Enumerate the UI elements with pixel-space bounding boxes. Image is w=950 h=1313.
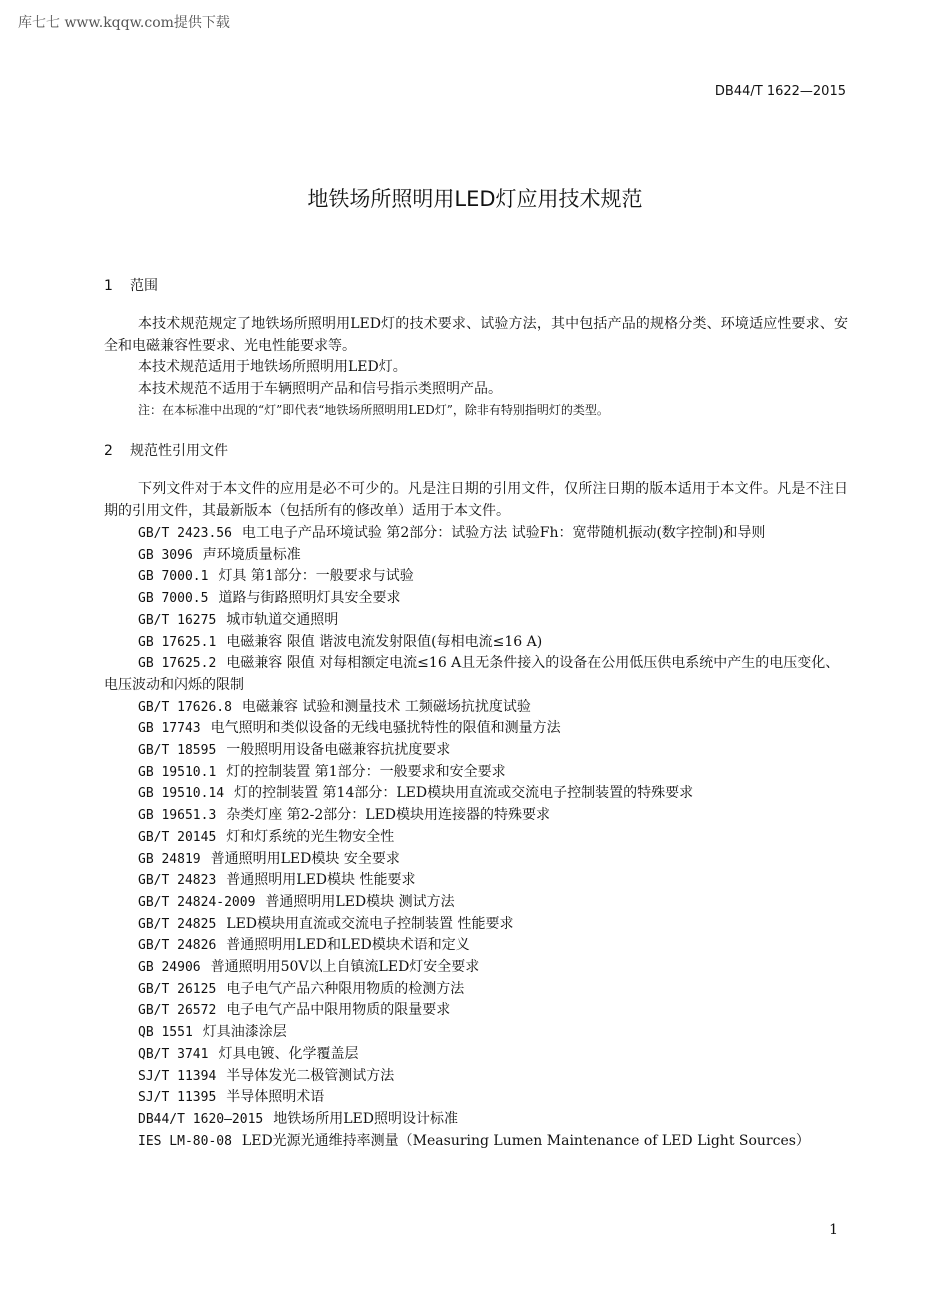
reference-item [104,1087,848,1109]
reference-code: GB 19510.14 [138,786,225,802]
reference-title: 普通照明用LED模块 性能要求 [226,872,416,889]
reference-code: GB/T 24826 [138,938,217,954]
reference-item [104,740,848,762]
reference-code: IES LM-80-08 [138,1133,232,1149]
reference-code: SJ/T 11394 [138,1068,217,1084]
reference-item [104,957,848,979]
reference-item [104,1000,848,1022]
section-title: 范围 [130,278,158,294]
paragraph: 本技术规范适用于地铁场所照明用LED灯。 [138,359,407,375]
reference-title: 半导体发光二极管测试方法 [226,1067,395,1084]
reference-code: GB 17625.2 [138,656,217,672]
reference-code: GB/T 26125 [138,981,217,997]
reference-code: GB 3096 [138,547,193,563]
reference-item [104,762,848,784]
reference-item [104,632,848,654]
reference-code: DB44/T 1620—2015 [138,1111,264,1127]
reference-title: 声环境质量标准 [202,546,301,563]
reference-item [104,935,848,957]
section-2-heading [104,440,228,460]
reference-code: GB 24906 [138,960,201,976]
reference-title: 灯和灯系统的光生物安全性 [226,828,395,845]
reference-item [104,610,848,632]
reference-title: 半导体照明术语 [226,1089,325,1106]
reference-title: 普通照明用LED模块 安全要求 [210,850,400,867]
reference-title: 电子电气产品六种限用物质的检测方法 [226,980,465,997]
reference-title: 灯具油漆涂层 [202,1024,287,1041]
reference-item [104,805,848,827]
reference-item [104,566,848,588]
reference-item [104,892,848,914]
reference-code: SJ/T 11395 [138,1090,217,1106]
reference-code: GB/T 16275 [138,612,217,628]
page-number: 1 [829,1222,838,1238]
reference-item [104,718,848,740]
standard-code: DB44/T 1622—2015 [714,84,846,99]
reference-title: 电工电子产品环境试验 第2部分：试验方法 试验Fh：宽带随机振动(数字控制)和导则 [241,525,766,541]
reference-list [104,523,848,1152]
reference-title: 电气照明和类似设备的无线电骚扰特性的限值和测量方法 [210,720,561,737]
reference-title: 电磁兼容 限值 谐波电流发射限值(每相电流≤16 A) [226,633,543,650]
reference-title: 电子电气产品中限用物质的限量要求 [226,1002,451,1019]
reference-title: 普通照明用50V以上自镇流LED灯安全要求 [210,959,480,976]
paragraph: 本技术规范不适用于车辆照明产品和信号指示类照明产品。 [138,380,502,397]
reference-item [104,523,848,545]
section-number: 2 [104,443,113,459]
reference-item [104,588,848,610]
reference-code: QB/T 3741 [138,1046,209,1062]
reference-title: LED模块用直流或交流电子控制装置 性能要求 [226,915,514,932]
section-title: 规范性引用文件 [130,443,228,459]
reference-item [104,827,848,849]
reference-item [104,697,848,719]
reference-item [104,849,848,871]
reference-item [104,979,848,1001]
reference-code: GB/T 24825 [138,916,217,932]
reference-code: GB 24819 [138,851,201,867]
reference-code: GB/T 24823 [138,873,217,889]
reference-item [104,783,848,805]
reference-title: 灯具电镀、化学覆盖层 [218,1045,359,1062]
reference-code: GB 7000.5 [138,591,209,607]
reference-code: GB 17743 [138,721,201,737]
reference-title: 灯的控制装置 第1部分：一般要求和安全要求 [226,763,506,780]
reference-item [104,653,848,696]
reference-code: QB 1551 [138,1025,193,1041]
note: 注：在本标准中出现的“灯”即代表“地铁场所照明用LED灯”，除非有特别指明灯的类型。 [138,403,609,417]
reference-title: 城市轨道交通照明 [226,611,339,628]
reference-code: GB/T 20145 [138,829,217,845]
reference-item [104,545,848,567]
reference-title: 电磁兼容 限值 对每相额定电流≤16 A且无条件接入的设备在公用低压供电系统中产生的电压变化、电压波动和闪烁的限制 [104,655,840,693]
reference-title: 杂类灯座 第2-2部分：LED模块用连接器的特殊要求 [226,807,551,824]
reference-title: 道路与街路照明灯具安全要求 [218,590,401,607]
paragraph: 本技术规范规定了地铁场所照明用LED灯的技术要求、试验方法，其中包括产品的规格分类、环境适应性要求、安全和电磁兼容性要求、光电性能要求等。 [104,316,848,354]
reference-code: GB 7000.1 [138,569,209,585]
reference-item [104,1022,848,1044]
reference-code: GB 19510.1 [138,764,217,780]
reference-code: GB/T 17626.8 [138,699,232,715]
reference-title: 普通照明用LED模块 测试方法 [265,893,455,910]
reference-code: GB/T 18595 [138,743,217,759]
reference-title: 地铁场所用LED照明设计标准 [273,1110,458,1127]
reference-code: GB/T 26572 [138,1003,217,1019]
section-number: 1 [104,278,113,294]
reference-item [104,1131,848,1153]
reference-title: LED光源光通维持率测量（Measuring Lumen Maintenance of LED Light Sources） [241,1132,810,1149]
reference-title: 灯的控制装置 第14部分：LED模块用直流或交流电子控制装置的特殊要求 [234,785,694,802]
reference-code: GB 19651.3 [138,808,217,824]
section-1-heading [104,275,158,295]
reference-item [104,1109,848,1131]
document-title: 地铁场所照明用LED灯应用技术规范 [307,187,643,211]
section-1-body [104,314,848,422]
reference-item [104,870,848,892]
reference-title: 一般照明用设备电磁兼容抗扰度要求 [226,742,451,759]
watermark: 库七七 www.kqqw.com提供下载 [18,15,230,31]
reference-title: 电磁兼容 试验和测量技术 工频磁场抗扰度试验 [241,698,531,715]
reference-item [104,1044,848,1066]
section-2-intro: 下列文件对于本文件的应用是必不可少的。凡是注日期的引用文件，仅所注日期的版本适用于本文件。凡是不注日期的引用文件，其最新版本（包括所有的修改单）适用于本文件。 [104,481,848,519]
reference-item [104,914,848,936]
reference-code: GB/T 2423.56 [138,526,232,541]
reference-code: GB 17625.1 [138,634,217,650]
reference-title: 灯具 第1部分：一般要求与试验 [218,568,414,585]
reference-title: 普通照明用LED和LED模块术语和定义 [226,937,470,954]
reference-code: GB/T 24824-2009 [138,894,256,910]
reference-item [104,1066,848,1088]
